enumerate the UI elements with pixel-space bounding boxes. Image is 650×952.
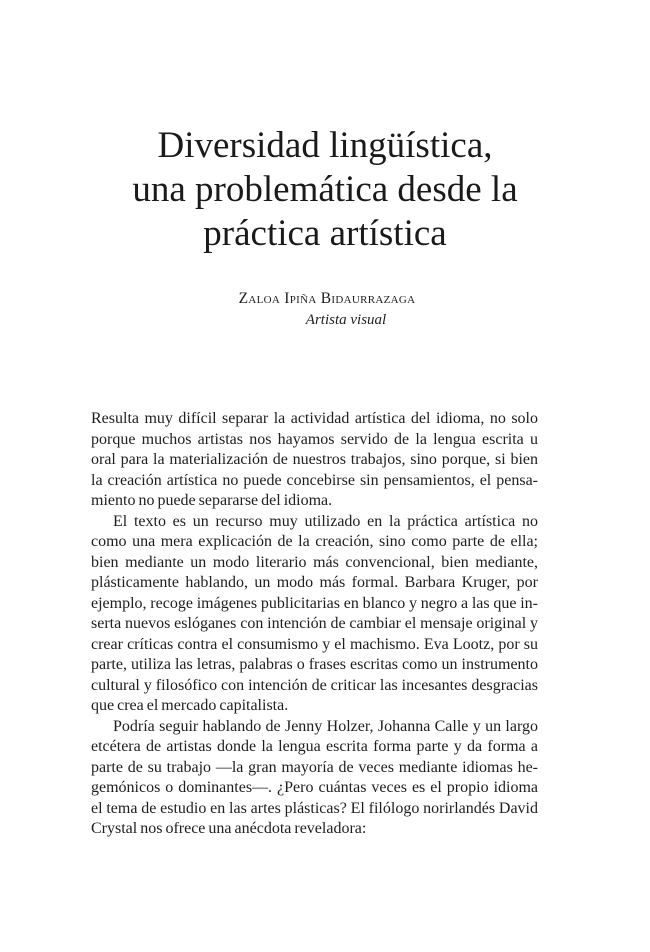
text-line: que crea el mercado capitalista. bbox=[91, 697, 289, 714]
text-line: parte, utiliza las letras, palabras o frases escritas como un instrumento bbox=[91, 656, 538, 673]
text-line: la creación artística no puede concebirse sin pensamientos, el pensa- bbox=[91, 471, 538, 489]
text-line: como una mera explicación de la creación, sino como parte de ella; bbox=[91, 533, 538, 550]
text-line: serta nuevos eslóganes con intención de cambiar el mensaje original y bbox=[91, 615, 538, 632]
author-name: Zaloa Ipiña Bidaurrazaga bbox=[238, 290, 416, 307]
text-line: ejemplo, recoge imágenes publicitarias en blanco y negro a las que in- bbox=[91, 594, 538, 612]
text-line: porque muchos artistas nos hayamos servido de la lengua escrita u bbox=[91, 430, 538, 448]
text-line: miento no puede separarse del idioma. bbox=[91, 492, 333, 509]
chapter-title-line: una problemática desde la bbox=[132, 169, 518, 210]
text-line: Crystal nos ofrece una anécdota reveladora: bbox=[91, 820, 367, 837]
chapter-title-line: práctica artística bbox=[203, 213, 447, 254]
text-line: cultural y filosófico con intención de criticar las incesantes desgracias bbox=[91, 676, 538, 694]
text-line: parte de su trabajo —la gran mayoría de veces mediante idiomas he- bbox=[91, 758, 538, 776]
text-line: oral para la materialización de nuestros trabajos, sino porque, si bien bbox=[91, 451, 538, 468]
chapter-title bbox=[60, 124, 590, 256]
text-line: Podría seguir hablando de Jenny Holzer, Johanna Calle y un largo bbox=[113, 717, 538, 735]
text-line: gemónicos o dominantes—. ¿Pero cuántas veces es el propio idioma bbox=[91, 779, 538, 796]
text-line: el tema de estudio en las artes plásticas? El filólogo norirlandés David bbox=[91, 799, 538, 817]
chapter-title-line: Diversidad lingüística, bbox=[157, 125, 493, 166]
text-line: crear críticas contra el consumismo y el machismo. Eva Lootz, por su bbox=[91, 635, 538, 653]
body-text bbox=[91, 409, 538, 840]
text-line: El texto es un recurso muy utilizado en la práctica artística no bbox=[113, 512, 538, 530]
text-line: plásticamente hablando, un modo más formal. Barbara Kruger, por bbox=[91, 574, 538, 591]
text-line: bien mediante un modo literario más convencional, bien mediante, bbox=[91, 553, 538, 571]
text-line: Resulta muy difícil separar la actividad artística del idioma, no solo bbox=[91, 410, 538, 427]
author-role: Artista visual bbox=[305, 312, 387, 328]
text-line: etcétera de artistas donde la lengua escrita forma parte y da forma a bbox=[91, 738, 538, 755]
